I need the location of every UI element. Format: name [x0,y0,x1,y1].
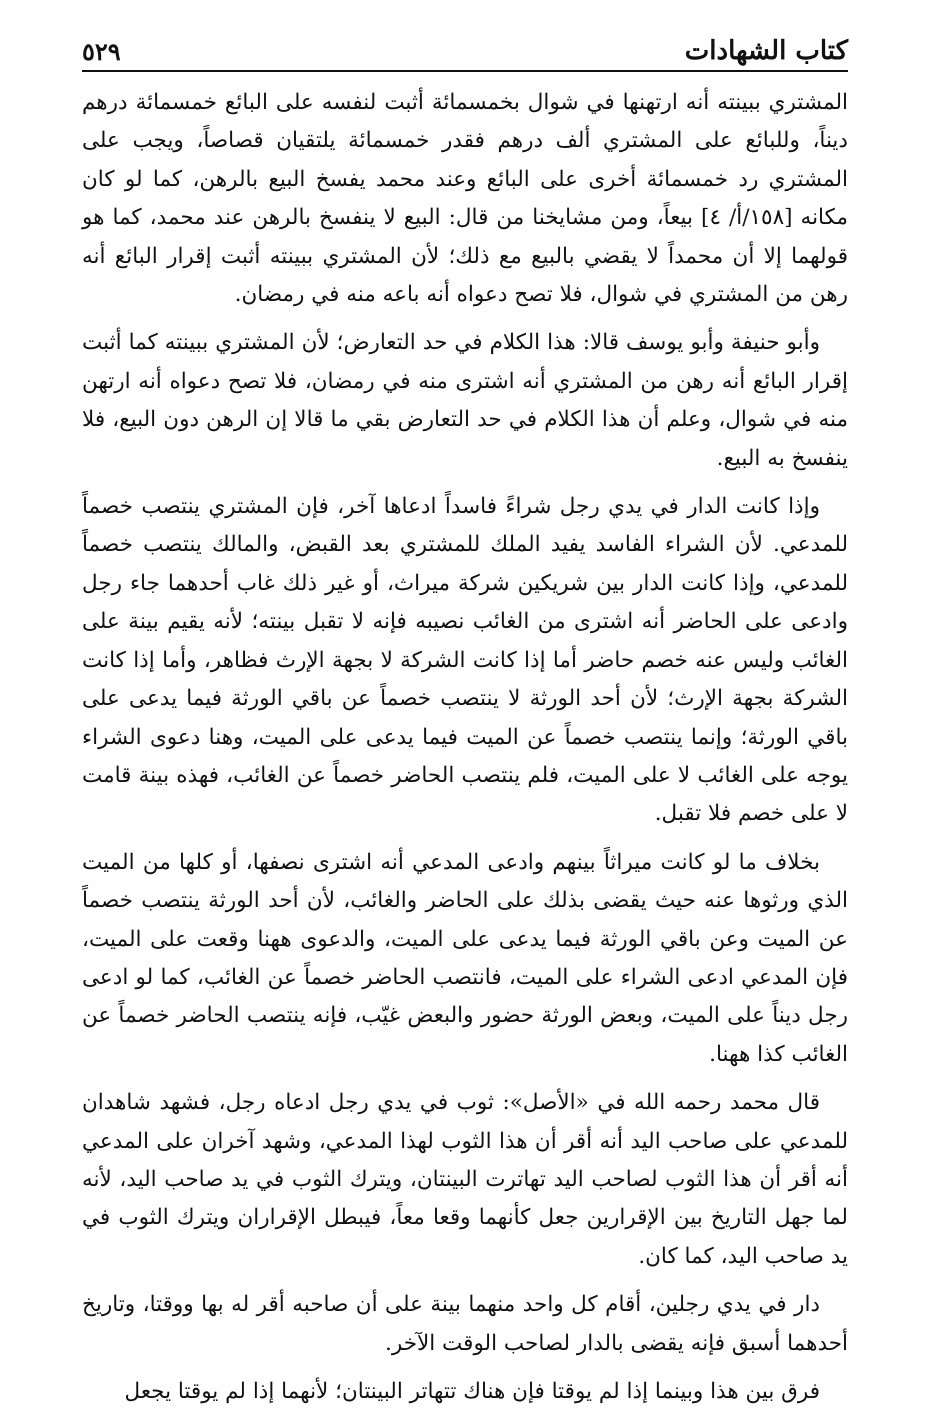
paragraph-3: وإذا كانت الدار في يدي رجل شراءً فاسداً ادعاها آخر، فإن المشتري ينتصب خصماً للمدعي. لأن الشراء الفاسد يفيد الملك للمشتري بعد القبض، والمالك ينتصب خصماً للمدعي، وإذا كانت الدار بين شريكين شركة ميراث، أو غير ذلك غاب أحدهما جاء رجل وادعى على الحاضر أنه اشترى من الغائب نصيبه فإنه لا تقبل بينته؛ لأنه يقيم بينة على الغائب وليس عنه خصم حاضر أما إذا كانت الشركة لا بجهة الإرث فظاهر، وأما إذا كانت الشركة بجهة الإرث؛ لأن أحد الورثة لا ينتصب خصماً عن باقي الورثة فيما يدعى على باقي الورثة؛ وإنما ينتصب خصماً عن الميت فيما يدعى على الميت، وهنا دعوى الشراء يوجه على الغائب لا على الميت، فلم ينتصب الحاضر خصماً عن الغائب، فهذه بينة قامت لا على خصم فلا تقبل. [82,494,848,827]
body-text [82,84,848,1421]
paragraph-2: وأبو حنيفة وأبو يوسف قالا: هذا الكلام في حد التعارض؛ لأن المشتري ببينته كما أثبت إقرار البائع أنه رهن من المشتري أنه اشترى منه في رمضان، فلا تصح دعواه أنه ارتهن منه في شوال، وعلم أن هذا الكلام في حد التعارض بقي ما قالا إن الرهن دون البيع، فلا ينفسخ به البيع. [82,330,848,471]
paragraph-5: قال محمد رحمه الله في «الأصل»: ثوب في يدي رجل ادعاه رجل، فشهد شاهدان للمدعي على صاحب اليد أنه أقر أن هذا الثوب لهذا المدعي، وشهد آخران على المدعي أنه أقر أن هذا الثوب لصاحب اليد تهاترت البينتان، ويترك الثوب في يد صاحب اليد، لأنه لما جهل التاريخ بين الإقرارين جعل كأنهما وقعا معاً، فيبطل الإقراران ويترك الثوب في يد صاحب اليد، كما كان. [82,1090,848,1269]
paragraph-4: بخلاف ما لو كانت ميراثاً بينهم وادعى المدعي أنه اشترى نصفها، أو كلها من الميت الذي ورثوها عنه حيث يقضى بذلك على الحاضر والغائب، لأن أحد الورثة ينتصب خصماً عن الميت وعن باقي الورثة فيما يدعى على الميت، والدعوى ههنا وقعت على الميت، فإن المدعي ادعى الشراء على الميت، فانتصب الحاضر خصماً عن الغائب، كما لو ادعى رجل ديناً على الميت، وبعض الورثة حضور والبعض غيّب، فإنه ينتصب الحاضر خصماً عن الغائب كذا ههنا. [82,849,848,1067]
page-header [82,28,848,72]
paragraph-6: دار في يدي رجلين، أقام كل واحد منهما بينة على أن صاحبه أقر له بها ووقتا، وتاريخ أحدهما أسبق فإنه يقضى بالدار لصاحب الوقت الآخر. [82,1292,848,1356]
book-title: كتاب الشهادات [684,36,848,66]
paragraph-7: فرق بين هذا وبينما إذا لم يوقتا فإن هناك تتهاتر البينتان؛ لأنهما إذا لم يوقتا يجعل [124,1379,820,1404]
paragraph-1: المشتري ببينته أنه ارتهنها في شوال بخمسمائة أثبت لنفسه على البائع خمسمائة درهم ديناً، وللبائع على المشتري ألف درهم فقدر خمسمائة يلتقيان قصاصاً، ويجب على المشتري رد خمسمائة أخرى على البائع وعند محمد يفسخ البيع بالرهن، كما لو كان مكانه [١٥٨/أ/ ٤] بيعاً، ومن مشايخنا من قال: البيع لا ينفسخ بالرهن عند محمد، كما هو قولهما إلا أن محمداً لا يقضي بالبيع مع ذلك؛ لأن المشتري ببينته أثبت إقرار البائع أنه رهن من المشتري في شوال، فلا تصح دعواه أنه باعه منه في رمضان. [82,90,848,308]
page-number: ٥٢٩ [82,37,121,66]
